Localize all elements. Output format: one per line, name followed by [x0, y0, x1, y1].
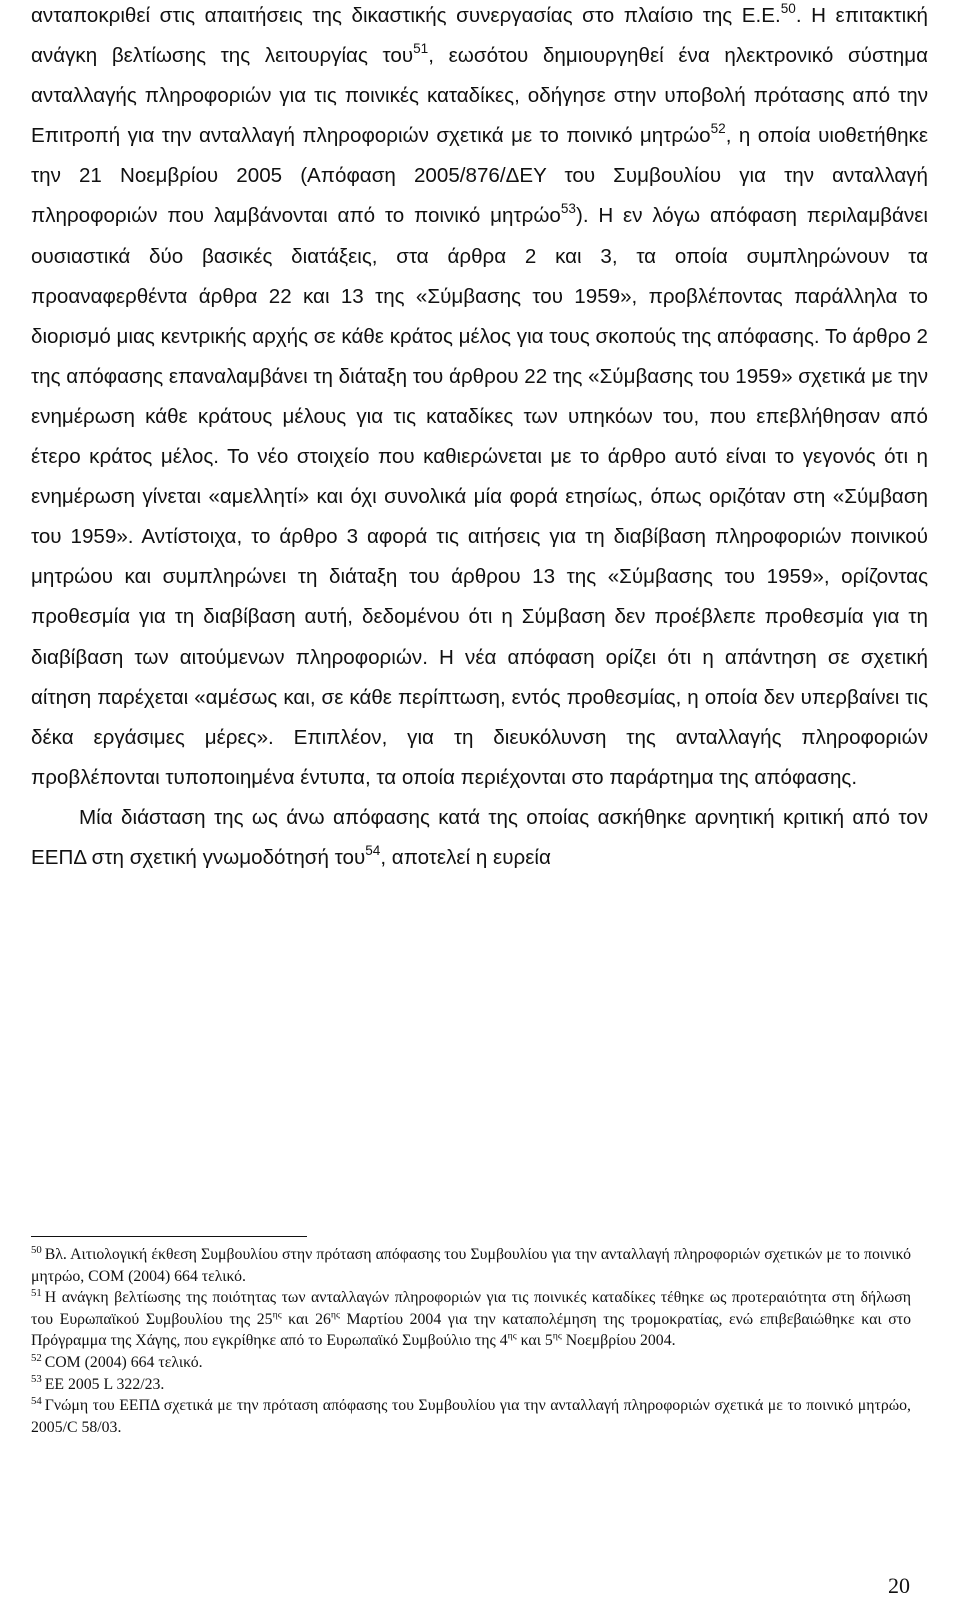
footnote-text: COM (2004) 664 τελικό. — [44, 1353, 203, 1371]
ordinal-suffix: ης — [272, 1309, 282, 1321]
footnote-text: Μαρτίου 2004 για την καταπολέμηση της τρομοκρατίας, ενώ επιβεβαιώθηκε και στο Πρόγραμμα της Χάγης, που εγκρίθηκε από το Ευρωπαϊκό Συμβούλιο της 4 — [31, 1310, 912, 1350]
footnote-50 — [31, 1244, 911, 1287]
footnote-text: ΕΕ 2005 L 322/23. — [44, 1375, 165, 1393]
ordinal-suffix: ης — [552, 1331, 562, 1343]
body-text-run: ανταποκριθεί στις απαιτήσεις της δικαστικής συνεργασίας στο πλαίσιο της Ε.Ε. — [31, 4, 781, 27]
footnote-text: Η ανάγκη βελτίωσης της ποιότητας των ανταλλαγών πληροφοριών για τις ποινικές καταδίκες τέθηκε ως προτεραιότητα στη δήλωση του Ευρωπαϊκού Συμβουλίου της 25 — [31, 1289, 911, 1328]
body-text-run: , αποτελεί η ευρεία — [380, 845, 551, 869]
footnote-text: Βλ. Αιτιολογική έκθεση Συμβουλίου στην πρόταση απόφασης του Συμβουλίου για την ανταλλαγή πληροφοριών σχετικών με το ποινικό μητρώο, COM (2004) 664 τελικό. — [31, 1246, 911, 1285]
footnote-text: και 5 — [516, 1332, 553, 1350]
body-text-run: , η οποία υιοθετήθηκε την 21 Νοεμβρίου 2005 (Απόφαση 2005/876/ΔΕΥ του Συμβουλίου για την ανταλλαγή πληροφοριών που λαμβάνονται από το ποινικό μητρώο — [31, 124, 929, 228]
footnote-number: 51 — [31, 1286, 42, 1299]
footnote-53 — [31, 1374, 911, 1396]
footnote-number: 52 — [31, 1351, 42, 1364]
footnote-text: Γνώμη του ΕΕΠΔ σχετικά με την πρόταση απόφασης του Συμβουλίου για την ανταλλαγή πληροφοριών σχετικά με το ποινικό μητρώο, 2005/C 58/03. — [31, 1397, 911, 1436]
page-number: 20 — [888, 1573, 910, 1598]
footnote-ref-51: 51 — [413, 40, 429, 56]
body-text-run: ). Η εν λόγω απόφαση περιλαμβάνει ουσιαστικά δύο βασικές διατάξεις, στα άρθρα 2 και 3, τα οποία συμπληρώνουν τα προαναφερθέντα άρθρα 22 και 13 της «Σύμβασης του 1959», προβλέποντας παράλληλα το διορισμό μιας κεντρικής αρχής σε κάθε κράτος μέλος για τους σκοπούς της απόφασης. Το άρθρο 2 της απόφασης επαναλαμβάνει τη διάταξη του άρθρου 22 της «Σύμβασης του 1959» σχετικά με την ενημέρωση κάθε κράτους μέλους για τις καταδίκες των υπηκόων του, που επεβλήθησαν από έτερο κράτος μέλος. Το νέο στοιχείο που καθιερώνεται με το άρθρο αυτό είναι το γεγονός ότι η ενημέρωση γίνεται «αμελλητί» και όχι συνολικά μία φορά ετησίως, όπως οριζόταν στη «Σύμβαση του 1959». Αντίστοιχα, το άρθρο 3 αφορά τις αιτήσεις για τη διαβίβαση πληροφοριών ποινικού μητρώου και συμπληρώνει τη διάταξη του άρθρου 13 της «Σύμβασης του 1959», ορίζοντας προθεσμία για τη διαβίβαση αυτή, δεδομένου ότι η Σύμβαση δεν προέβλεπε προθεσμία για τη διαβίβαση των αιτούμενων πληροφοριών. Η νέα απόφαση ορίζει ότι η απάντηση σε σχετική αίτηση παρέχεται «αμέσως και, σε κάθε περίπτωση, εντός προθεσμίας, η οποία δεν υπερβαίνει τις δέκα εργάσιμες μέρες». Επιπλέον, για τη διευκόλυνση της ανταλλαγής πληροφοριών προβλέπονται τυποποιημένα έντυπα, τα οποία περιέχονται στο παράρτημα της απόφασης. — [31, 204, 929, 789]
ordinal-suffix: ης — [330, 1309, 340, 1321]
footnote-separator — [31, 1236, 307, 1237]
footnote-number: 53 — [31, 1373, 42, 1386]
body-text-run: Μία διάσταση της ως άνω απόφασης κατά της οποίας ασκήθηκε αρνητική κριτική από τον ΕΕΠΔ στη σχετική γνωμοδότησή του — [31, 805, 928, 869]
footnote-text: Νοεμβρίου 2004. — [561, 1332, 676, 1350]
ordinal-suffix: ης — [507, 1331, 517, 1343]
body-text-run: . Η επιτακτική ανάγκη βελτίωσης της λειτουργίας του — [31, 4, 928, 68]
footnote-ref-53: 53 — [560, 201, 576, 217]
footnote-ref-50: 50 — [780, 0, 796, 16]
footnotes — [31, 1244, 911, 1438]
footnote-51 — [31, 1287, 911, 1352]
footnote-text: και 26 — [281, 1310, 331, 1328]
body-paragraph-1 — [31, 0, 928, 798]
body-text-run: , εωσότου δημιουργηθεί ένα ηλεκτρονικό σύστημα ανταλλαγής πληροφοριών για τις ποινικές καταδίκες, οδήγησε στην υποβολή πρότασης από την Επιτροπή για την ανταλλαγή πληροφοριών σχετικά με το ποινικό μητρώο — [31, 44, 929, 148]
footnote-number: 50 — [31, 1243, 42, 1256]
footnote-ref-54: 54 — [365, 842, 381, 858]
main-text — [31, 0, 928, 878]
footnote-52 — [31, 1352, 911, 1374]
footnote-number: 54 — [31, 1394, 42, 1407]
footnote-ref-52: 52 — [710, 121, 726, 137]
body-paragraph-2 — [31, 798, 928, 878]
footnote-54 — [31, 1395, 911, 1438]
